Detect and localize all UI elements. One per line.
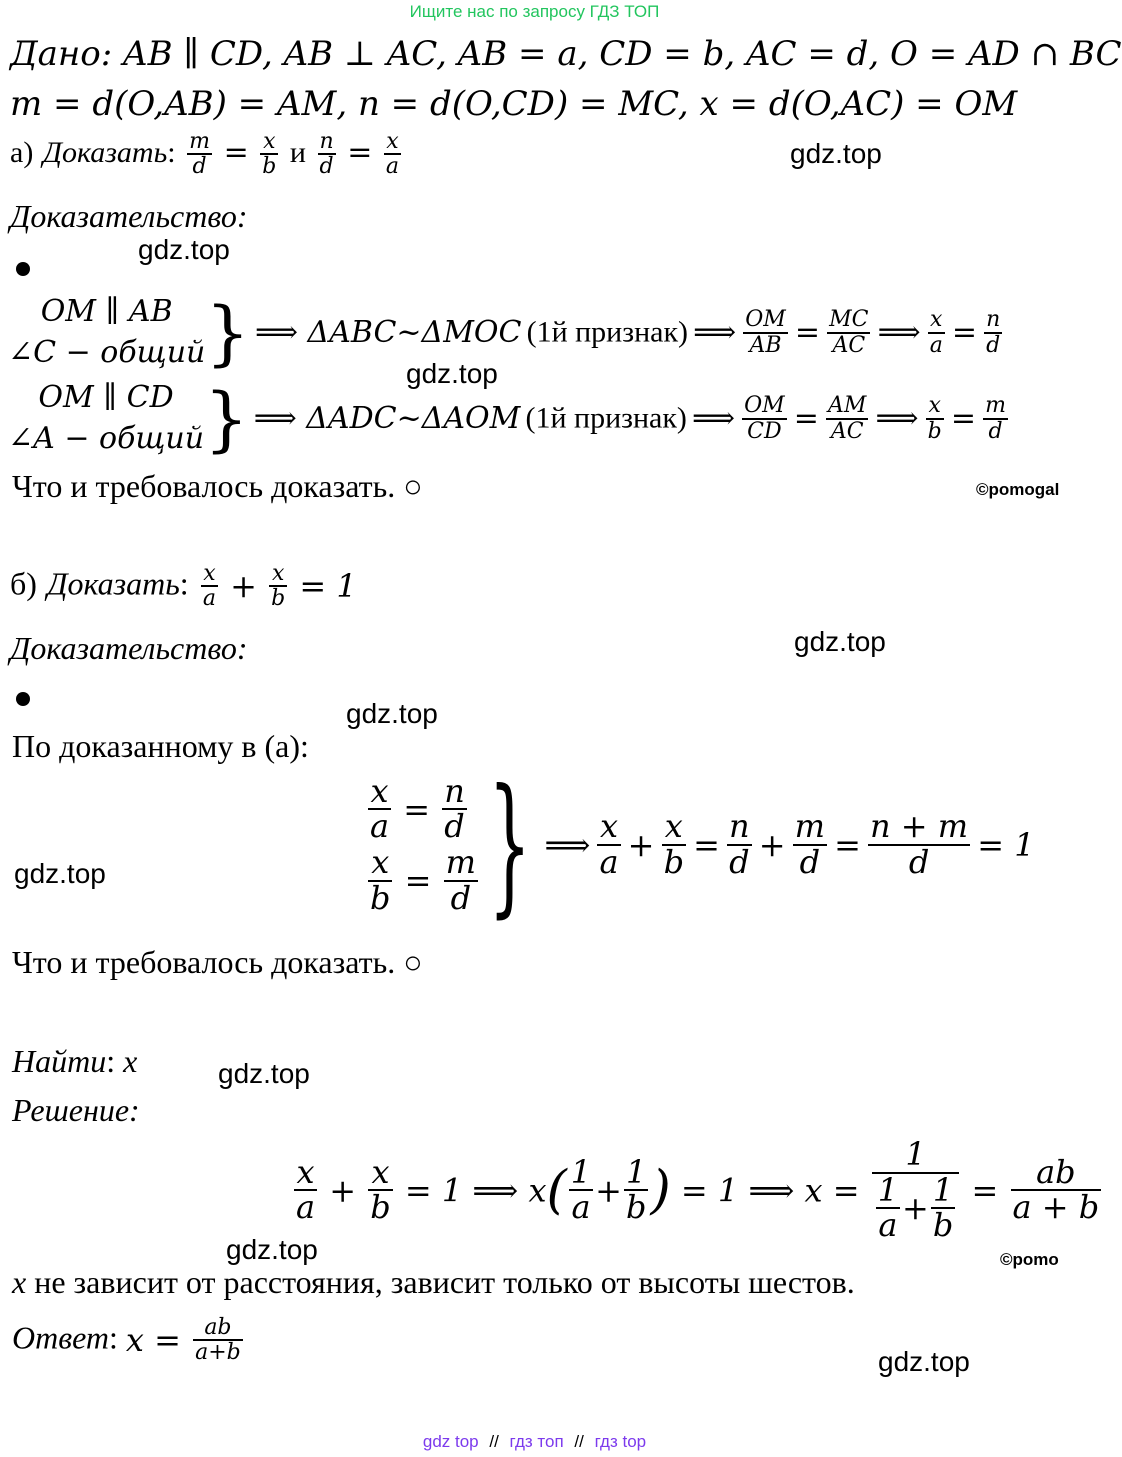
row2-parallel: OM ∥ CD (38, 380, 174, 415)
footer-link-2[interactable]: гдз топ (509, 1432, 564, 1451)
row1-similarity: ⟹ ΔABC~ΔMOC (254, 315, 522, 350)
solution-equation: $\frac{x}{a}$ + $\frac{x}{b}$ = 1 ⟹ x( $\frac{1}{a}$ + $\frac{1}{b}$ ) = 1 ⟹ x = 1 $\frac{1}{a}$ + $\frac{1}{b}$ = $\frac{ab}{a + b}$ (296, 1135, 1100, 1245)
proof-heading-a: Доказательство: (10, 198, 248, 234)
watermark-gdz: gdz.top (346, 698, 438, 729)
watermark-gdz: gdz.top (218, 1058, 310, 1089)
watermark-gdz: gdz.top (226, 1234, 318, 1265)
part-b-label: б) (10, 565, 37, 602)
watermark-gdz: gdz.top (14, 858, 106, 889)
part-b-prove: б) Доказать: $\frac{x}{a}$ + $\frac{x}{b}$ = 1 (10, 561, 357, 612)
bullet-a (16, 262, 30, 276)
row2-similarity: ⟹ ΔADC~ΔAOM (253, 401, 521, 436)
row1-common-angle: ∠C − общий (8, 334, 206, 370)
given-line-1: Дано: AB ∥ CD, AB ⊥ AC, AB = a, CD = b, AC = d, O = AD ∩ BC (10, 34, 1122, 74)
proof-row-2: OM ∥ CD ∠A − общий } ⟹ ΔADC~ΔAOM (1й признак) ⟹ $\frac{OM}{CD}$ = $\frac{AM}{AC}$ ⟹ $\frac{x}{b}$ = $\frac{m}{d}$ (8, 377, 1006, 460)
footer-link-3[interactable]: гдз top (594, 1432, 647, 1451)
right-brace-icon: } (205, 291, 250, 374)
watermark-gdz: gdz.top (878, 1346, 970, 1377)
watermark-gdz: gdz.top (790, 138, 882, 169)
fraction-x-b: $\frac{x}{b}$ (262, 129, 277, 180)
row1-parallel: OM ∥ AB (40, 294, 173, 329)
note-text: x не зависит от расстояния, зависит только от высоты шестов. (12, 1264, 855, 1300)
fraction-n-d: $\frac{n}{d}$ (319, 129, 334, 180)
part-a-label: а) (10, 136, 34, 170)
footer-separator: // (489, 1432, 499, 1451)
prove-word: Доказать (42, 136, 168, 170)
row2-common-angle: ∠A − общий (8, 420, 205, 456)
prove-word: Доказать (47, 565, 180, 602)
conjunction: и (289, 136, 306, 170)
given-line-2: m = d(O,AB) = AM, n = d(O,CD) = MC, x = d(O,AC) = OM (10, 84, 1018, 124)
find-heading: Найти: x (12, 1043, 138, 1079)
solution-heading: Решение: (12, 1092, 140, 1128)
footer-separator: // (574, 1432, 584, 1451)
fraction-m-d: $\frac{m}{d}$ (189, 129, 211, 180)
bullet-b (16, 692, 30, 706)
qed-b: Что и требовалось доказать. ○ (12, 944, 423, 980)
watermark-gdz: gdz.top (138, 234, 230, 265)
watermark-pomogalka: ©pomo (1000, 1250, 1059, 1269)
proof-heading-b: Доказательство: (10, 630, 248, 666)
row2-sign: (1й признак) (525, 401, 687, 435)
header-search-link[interactable]: Ищите нас по запросу ГДЗ ТОП (409, 2, 660, 21)
fraction-x-a: $\frac{x}{a}$ (385, 129, 400, 180)
watermark-gdz: gdz.top (406, 358, 498, 389)
by-proven-text: По доказанному в (а): (12, 728, 309, 764)
proof-row-1: OM ∥ AB ∠C − общий } ⟹ ΔABC~ΔMOC (1й признак) ⟹ $\frac{OM}{AB}$ = $\frac{MC}{AC}$ ⟹ $\frac{x}{a}$ = $\frac{n}{d}$ (8, 291, 1001, 374)
right-brace-icon: } (204, 377, 249, 460)
row1-sign: (1й признак) (526, 315, 689, 349)
answer: Ответ: x = $\frac{ab}{a+b}$ (12, 1315, 241, 1366)
footer-links (0, 1432, 1069, 1452)
right-brace-icon: } (488, 758, 532, 932)
footer-link-1[interactable]: gdz top (422, 1432, 479, 1451)
watermark-pomogalka: ©pomogal (976, 480, 1060, 499)
system-b: $\frac{x}{a}$ = $\frac{n}{d}$ $\frac{x}{b}$ = $\frac{m}{d}$ } ⟹ $\frac{x}{a}$ + $\frac{x}{b}$ = $\frac{n}{d}$ + $\frac{m}{d}$ = $\frac{n + m}{d}$ = 1 (370, 758, 1035, 932)
qed-a: Что и требовалось доказать. ○ (12, 468, 423, 504)
watermark-gdz: gdz.top (794, 626, 886, 657)
part-a-prove: а) Доказать: $\frac{m}{d}$ = $\frac{x}{b}$ и $\frac{n}{d}$ = $\frac{x}{a}$ (10, 129, 400, 180)
